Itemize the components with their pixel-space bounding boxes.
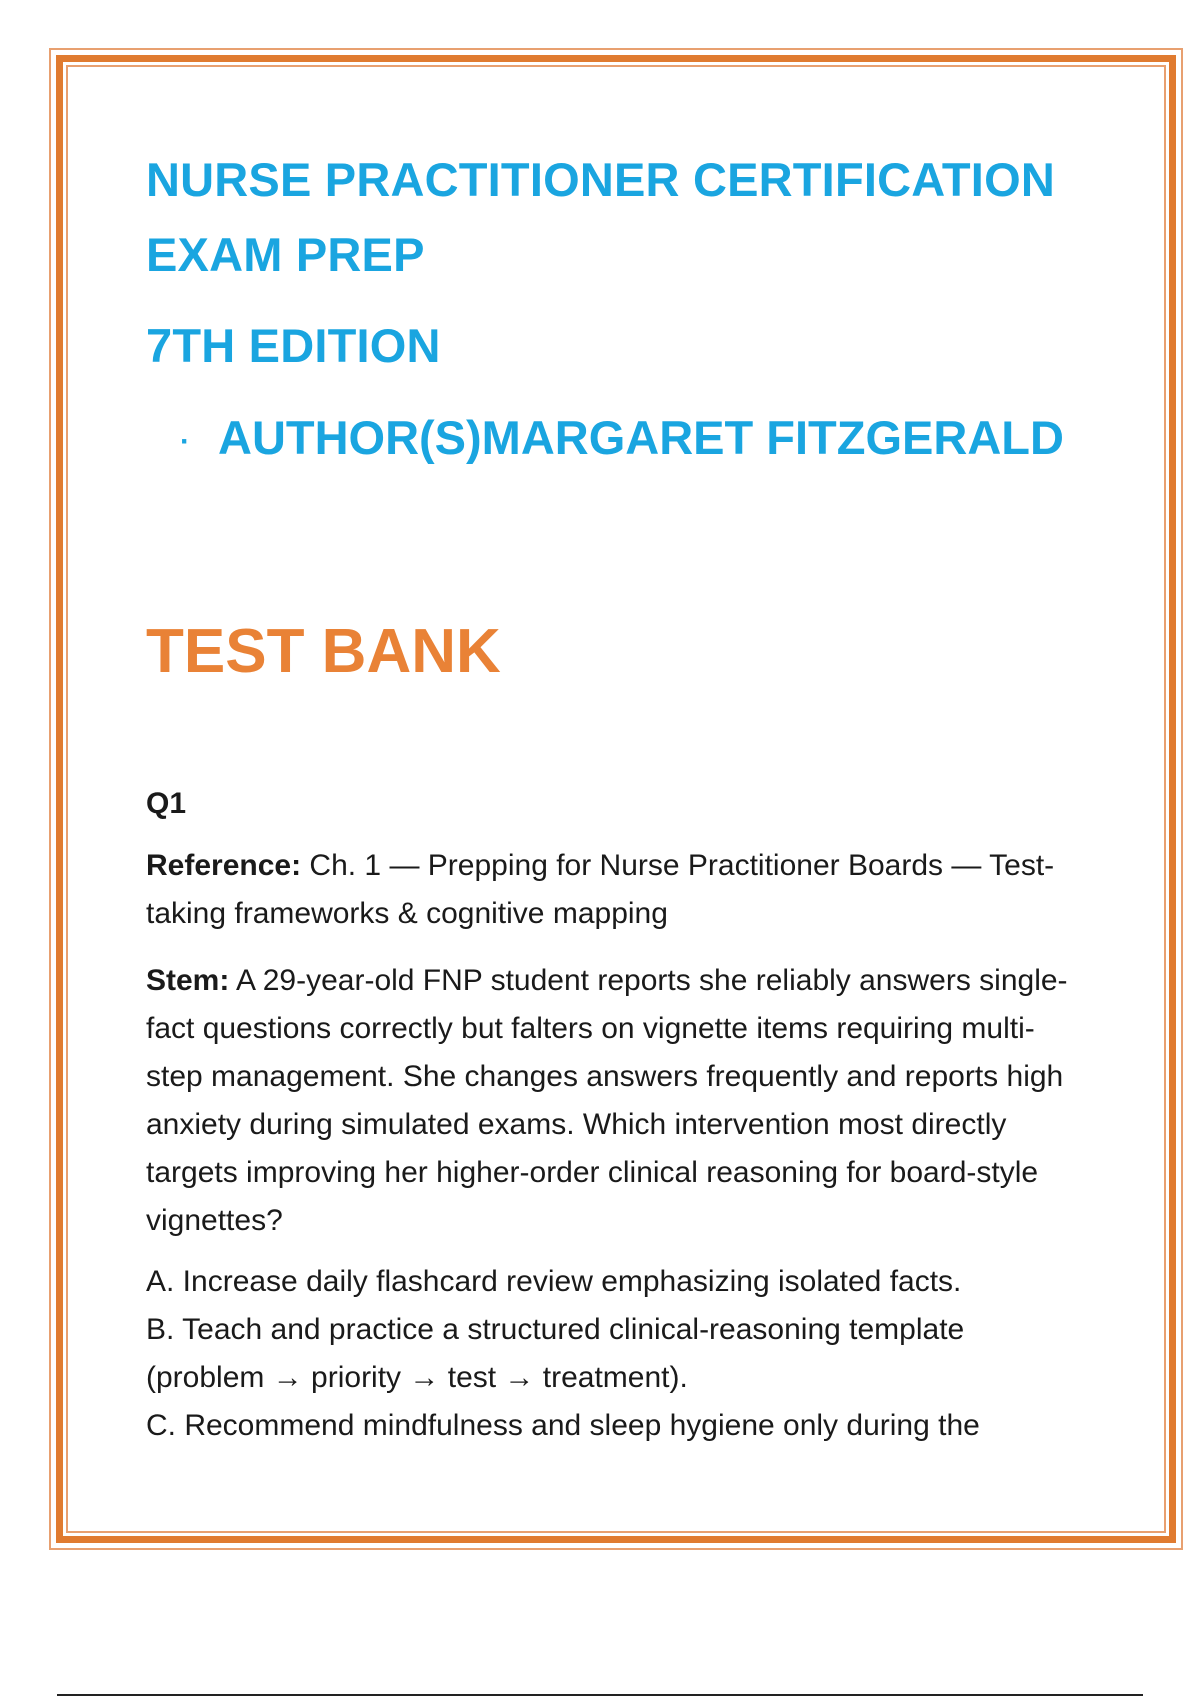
stem-label: Stem: — [146, 964, 230, 997]
question-stem — [146, 957, 1086, 1245]
answer-option-b: B. Teach and practice a structured clinical-reasoning template (problem → priority → test → treatment). — [146, 1313, 965, 1394]
page-bottom-rule — [57, 1694, 1143, 1696]
section-title: TEST BANK — [146, 617, 501, 686]
edition-label: 7TH EDITION — [146, 319, 441, 372]
bullet-icon: · — [180, 424, 190, 458]
question-number: Q1 — [146, 787, 187, 820]
author-line — [180, 410, 1064, 470]
author-name: AUTHOR(S)MARGARET FITZGERALD — [218, 411, 1064, 464]
question-reference — [146, 842, 1086, 938]
answer-option-a: A. Increase daily flashcard review emphasizing isolated facts. — [146, 1265, 962, 1298]
stem-text: A 29-year-old FNP student reports she reliably answers single-fact questions correctly but falters on vignette items requiring multi-step management. She changes answers frequently and reports high anxiety during simulated exams. Which intervention most directly targets improving her higher-order clinical reasoning for board-style vignettes? — [146, 964, 1068, 1237]
reference-label: Reference: — [146, 849, 302, 882]
reference-text: Ch. 1 — Prepping for Nurse Practitioner Boards — Test-taking frameworks & cognitive mapping — [146, 849, 1055, 930]
book-title-line-1: NURSE PRACTITIONER CERTIFICATION — [146, 153, 1055, 206]
answer-options — [146, 1258, 1086, 1450]
answer-option-c: C. Recommend mindfulness and sleep hygiene only during the — [146, 1409, 980, 1442]
book-title-line-2: EXAM PREP — [146, 228, 425, 281]
